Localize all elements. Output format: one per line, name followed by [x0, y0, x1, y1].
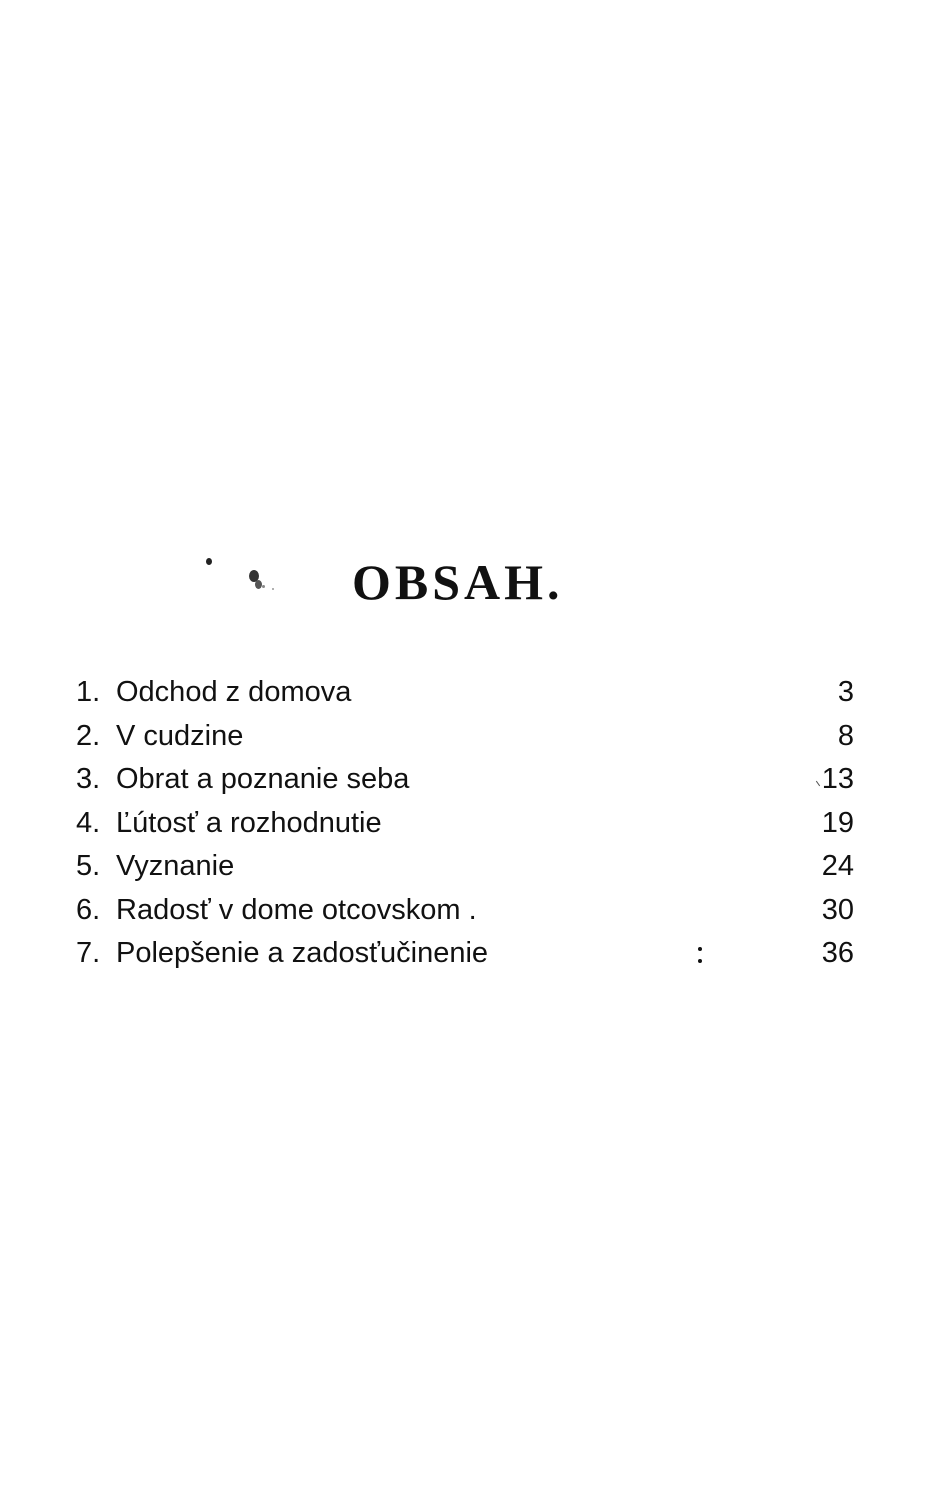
table-of-contents	[76, 671, 854, 976]
toc-entry-number: 2.	[76, 719, 101, 752]
toc-entry	[76, 889, 854, 933]
toc-entry	[76, 802, 854, 846]
ink-mark	[697, 944, 703, 966]
toc-entry-number: 1.	[76, 676, 101, 708]
toc-entry-title: Obrat a poznanie seba	[116, 763, 410, 795]
toc-entry-number: 4.	[76, 806, 101, 839]
toc-entry-page: 8	[837, 719, 854, 752]
toc-entry-title: Odchod z domova	[116, 676, 352, 708]
ink-speck	[262, 585, 265, 588]
toc-entry-number: 6.	[76, 893, 101, 926]
toc-entry-page: 36	[821, 937, 854, 969]
toc-entry-title: Vyznanie	[116, 850, 235, 882]
toc-entry-title: Radosť v dome otcovskom .	[116, 893, 477, 926]
toc-entry-page: 24	[821, 850, 854, 882]
toc-entry	[76, 758, 854, 802]
toc-entry-number: 3.	[76, 763, 101, 795]
ink-speck	[255, 580, 262, 589]
toc-entry-title: Polepšenie a zadosťučinenie	[116, 937, 489, 969]
toc-entry-number: 7.	[76, 937, 101, 969]
toc-entry-page: 30	[821, 893, 854, 926]
toc-entry	[76, 715, 854, 759]
toc-entry-title: Ľútosť a rozhodnutie	[116, 806, 382, 839]
toc-entry	[76, 932, 854, 976]
toc-entry-page: 3	[837, 676, 854, 708]
toc-entry	[76, 845, 854, 889]
toc-entry	[76, 671, 854, 715]
toc-entry-page: 19	[821, 806, 854, 839]
toc-entry-number: 5.	[76, 850, 101, 882]
page-title: OBSAH.	[352, 554, 564, 610]
ink-speck	[272, 588, 274, 590]
toc-entry-page: 13	[821, 763, 854, 795]
toc-entry-title: V cudzine	[116, 719, 244, 752]
ink-speck	[206, 558, 212, 565]
